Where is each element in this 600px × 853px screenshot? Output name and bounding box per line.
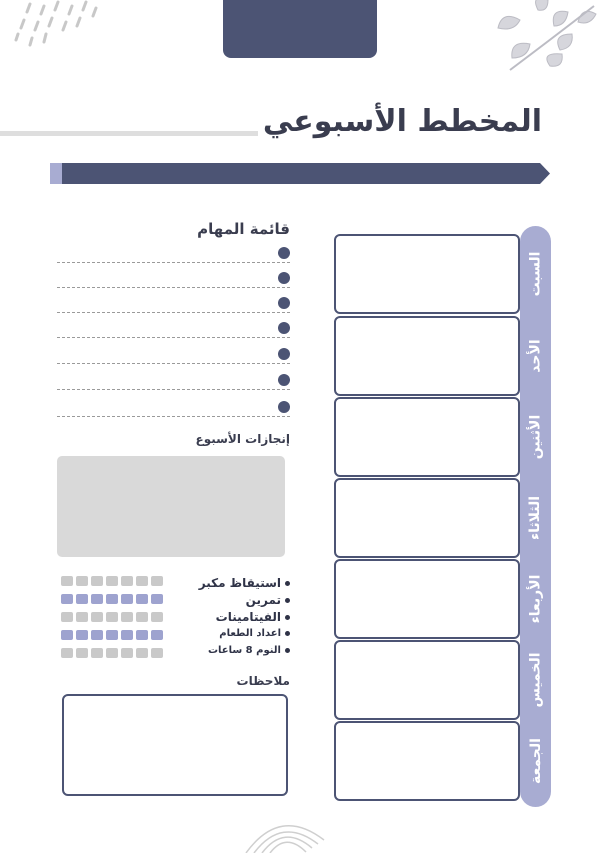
habit-check-cell[interactable] xyxy=(76,630,88,640)
habit-check-cell[interactable] xyxy=(91,576,103,586)
habit-check-cell[interactable] xyxy=(76,612,88,622)
day-label-wednesday: الأربعاء xyxy=(527,574,544,624)
header-banner xyxy=(50,163,550,184)
habit-check-cell[interactable] xyxy=(91,648,103,658)
day-box-monday[interactable] xyxy=(334,397,520,477)
task-bullet xyxy=(278,401,290,413)
day-label-sunday: الأحد xyxy=(527,339,544,373)
day-label-saturday: السبت xyxy=(527,251,544,297)
habit-check-cell[interactable] xyxy=(76,594,88,604)
page-title: المخطط الأسبوعي xyxy=(262,104,542,139)
habit-check-cell[interactable] xyxy=(121,576,133,586)
task-bullet xyxy=(278,297,290,309)
day-label-thursday: الخميس xyxy=(527,652,544,708)
header-tab xyxy=(223,0,377,58)
task-line[interactable] xyxy=(57,416,290,417)
day-label-tuesday: الثلاثاء xyxy=(527,495,544,541)
task-line[interactable] xyxy=(57,262,290,263)
habit-check-cell[interactable] xyxy=(136,594,148,604)
notes-box[interactable] xyxy=(62,694,288,796)
task-list-heading: قائمة المهام xyxy=(197,220,290,238)
habit-check-cell[interactable] xyxy=(136,630,148,640)
habit-item: الفيتامينات xyxy=(216,610,290,624)
habit-check-cell[interactable] xyxy=(121,594,133,604)
task-line[interactable] xyxy=(57,389,290,390)
habit-check-cell[interactable] xyxy=(151,612,163,622)
habit-check-cell[interactable] xyxy=(121,648,133,658)
habit-check-cell[interactable] xyxy=(61,612,73,622)
day-box-tuesday[interactable] xyxy=(334,478,520,558)
day-box-wednesday[interactable] xyxy=(334,559,520,639)
day-box-sunday[interactable] xyxy=(334,316,520,396)
habit-check-cell[interactable] xyxy=(76,648,88,658)
habit-check-cell[interactable] xyxy=(106,612,118,622)
task-line[interactable] xyxy=(57,363,290,364)
habit-check-cell[interactable] xyxy=(121,612,133,622)
habit-tracker-row xyxy=(61,630,163,640)
day-box-saturday[interactable] xyxy=(334,234,520,314)
day-label-friday: الجمعة xyxy=(527,738,544,784)
habit-check-cell[interactable] xyxy=(106,630,118,640)
title-rule xyxy=(0,131,258,136)
habit-check-cell[interactable] xyxy=(106,576,118,586)
habit-check-cell[interactable] xyxy=(151,630,163,640)
habit-tracker-row xyxy=(61,576,163,586)
habit-item: تمرين xyxy=(246,593,290,607)
habit-check-cell[interactable] xyxy=(61,594,73,604)
task-bullet xyxy=(278,272,290,284)
habit-tracker-row xyxy=(61,594,163,604)
habit-check-cell[interactable] xyxy=(61,576,73,586)
habit-check-cell[interactable] xyxy=(76,576,88,586)
task-line[interactable] xyxy=(57,287,290,288)
habit-tracker-row xyxy=(61,648,163,658)
task-line[interactable] xyxy=(57,312,290,313)
habit-check-cell[interactable] xyxy=(106,648,118,658)
notes-heading: ملاحظات xyxy=(236,674,290,688)
habit-item: استيقاظ مكبر xyxy=(199,576,290,590)
task-bullet xyxy=(278,374,290,386)
habit-check-cell[interactable] xyxy=(91,630,103,640)
habit-check-cell[interactable] xyxy=(136,612,148,622)
habit-check-cell[interactable] xyxy=(91,612,103,622)
day-box-thursday[interactable] xyxy=(334,640,520,720)
habit-check-cell[interactable] xyxy=(151,576,163,586)
habit-tracker-row xyxy=(61,612,163,622)
task-bullet xyxy=(278,247,290,259)
achievements-heading: إنجازات الأسبوع xyxy=(195,432,290,446)
task-bullet xyxy=(278,348,290,360)
day-box-friday[interactable] xyxy=(334,721,520,801)
habit-check-cell[interactable] xyxy=(136,576,148,586)
habit-item: النوم 8 ساعات xyxy=(208,645,290,656)
habit-item: اعداد الطعام xyxy=(219,628,290,639)
bottom-arc-decoration xyxy=(240,810,330,853)
habit-check-cell[interactable] xyxy=(136,648,148,658)
task-bullet xyxy=(278,322,290,334)
day-label-monday: الأثنين xyxy=(527,414,544,460)
habit-check-cell[interactable] xyxy=(106,594,118,604)
habit-check-cell[interactable] xyxy=(151,594,163,604)
habit-check-cell[interactable] xyxy=(61,648,73,658)
habit-check-cell[interactable] xyxy=(91,594,103,604)
achievements-box[interactable] xyxy=(57,456,285,557)
leaf-decoration-icon xyxy=(490,0,600,80)
habit-check-cell[interactable] xyxy=(121,630,133,640)
habit-check-cell[interactable] xyxy=(61,630,73,640)
habit-check-cell[interactable] xyxy=(151,648,163,658)
task-line[interactable] xyxy=(57,337,290,338)
corner-doodle-marks xyxy=(0,0,110,60)
